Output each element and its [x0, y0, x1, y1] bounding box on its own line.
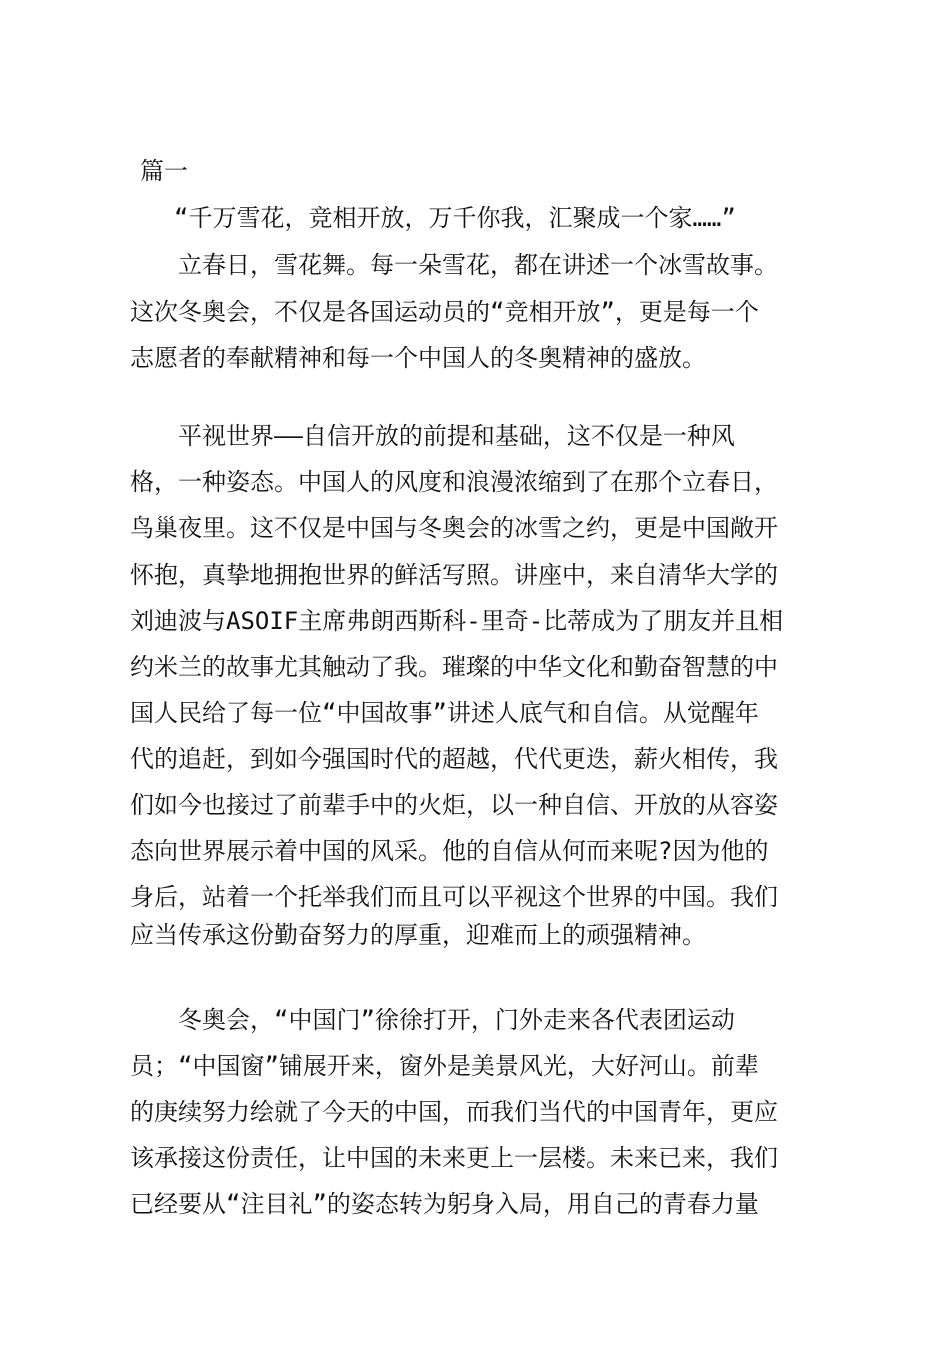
- paragraph-line: 该承接这份责任，让中国的未来更上一层楼。未来已来，我们: [130, 1144, 778, 1172]
- paragraph-line: 国人民给了每一位“中国故事”讲述人底气和自信。从觉醒年: [130, 699, 759, 727]
- paragraph-line: 格，一种姿态。中国人的风度和浪漫浓缩到了在那个立春日，: [130, 468, 778, 496]
- paragraph-line: 代的追赶，到如今强国时代的超越，代代更迭，薪火相传，我: [130, 745, 778, 773]
- paragraph-line: 平视世界——自信开放的前提和基础，这不仅是一种风: [178, 422, 735, 450]
- paragraph-line: 的庚续努力绘就了今天的中国，而我们当代的中国青年，更应: [130, 1098, 778, 1126]
- paragraph-line: 约米兰的故事尤其触动了我。璀璨的中华文化和勤奋智慧的中: [130, 653, 778, 681]
- paragraph-line: 员；“中国窗”铺展开来，窗外是美景风光，大好河山。前辈: [130, 1052, 759, 1080]
- paragraph-line: 鸟巢夜里。这不仅是中国与冬奥会的冰雪之约，更是中国敞开: [130, 514, 778, 542]
- section-heading: 篇一: [140, 157, 188, 185]
- paragraph-line: 已经要从“注目礼”的姿态转为躬身入局，用自己的青春力量: [130, 1190, 759, 1218]
- paragraph-line: 刘迪波与ASOIF主席弗朗西斯科-里奇-比蒂成为了朋友并且相: [130, 607, 784, 635]
- paragraph-line: 们如今也接过了前辈手中的火炬，以一种自信、开放的从容姿: [130, 791, 778, 819]
- paragraph-line: 志愿者的奉献精神和每一个中国人的冬奥精神的盛放。: [130, 344, 706, 372]
- paragraph-line: 冬奥会，“中国门”徐徐打开，门外走来各代表团运动: [178, 1006, 735, 1034]
- paragraph-line: 怀抱，真挚地拥抱世界的鲜活写照。讲座中，来自清华大学的: [130, 561, 778, 589]
- paragraph-line: 立春日，雪花舞。每一朵雪花，都在讲述一个冰雪故事。: [178, 251, 778, 279]
- paragraph-line: 应当传承这份勤奋努力的厚重，迎难而上的顽强精神。: [130, 921, 706, 949]
- paragraph-line: 态向世界展示着中国的风采。他的自信从何而来呢?因为他的: [130, 837, 769, 865]
- paragraph-line: “千万雪花，竞相开放，万千你我，汇聚成一个家……”: [174, 204, 736, 232]
- paragraph-line: 这次冬奥会，不仅是各国运动员的“竞相开放”，更是每一个: [130, 298, 759, 326]
- paragraph-line: 身后，站着一个托举我们而且可以平视这个世界的中国。我们: [130, 883, 778, 911]
